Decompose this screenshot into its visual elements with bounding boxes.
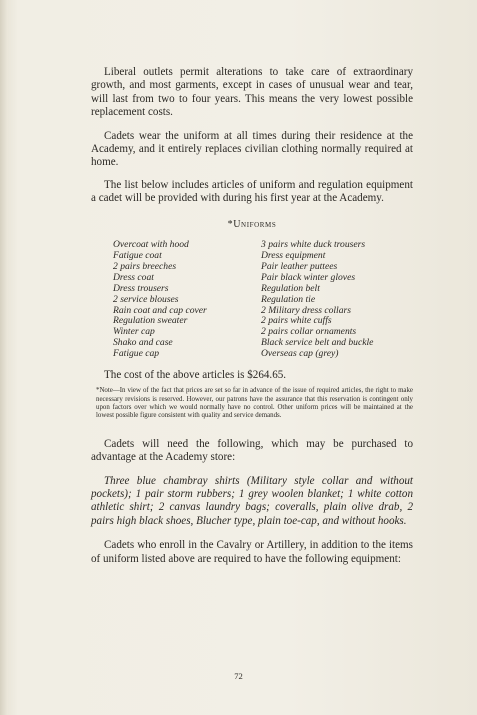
paragraph-alterations: Liberal outlets permit alterations to take care of extraordinary growth, and most garments, except in cases of unusual wear and tear, will last from two to four years. This means the very lowest possible replacement costs.	[91, 66, 413, 119]
uniform-item: 2 pairs breeches	[113, 260, 177, 272]
uniforms-list	[113, 240, 413, 360]
uniforms-left-column	[113, 240, 261, 360]
uniforms-heading: *Uniforms	[227, 218, 277, 230]
uniform-item: Pair black winter gloves	[261, 271, 356, 283]
paragraph-store-intro: Cadets will need the following, which may be purchased to advantage at the Academy store:	[91, 437, 413, 464]
uniform-item: Dress coat	[113, 271, 154, 283]
uniform-item: Shako and case	[113, 337, 173, 349]
uniforms-right-column	[261, 240, 409, 360]
uniform-item: Fatigue coat	[113, 249, 162, 261]
page-content	[91, 66, 413, 566]
paragraph-list-intro: The list below includes articles of uniform and regulation equipment a cadet will be provided with during his first year at the Academy.	[91, 178, 413, 205]
uniform-item: 3 pairs white duck trousers	[261, 239, 366, 251]
uniform-item: 2 Military dress collars	[261, 304, 351, 316]
paragraph-cavalry: Cadets who enroll in the Cavalry or Artillery, in addition to the items of uniform listed above are required to have the following equipment:	[91, 539, 413, 565]
page-spine-shadow	[0, 0, 8, 715]
price-note: *Note—In view of the fact that prices are set so far in advance of the issue of required articles, the right to make necessary revisions is reserved. However, our patrons have the assurance that this reservation is contingent only upon factors over which we would normally have no control. Other uniform prices will be maintained at the lowest possible figure consistent with quality and service demands.	[96, 387, 413, 419]
uniform-item: Regulation sweater	[113, 315, 188, 327]
uniform-item: 2 pairs collar ornaments	[261, 326, 357, 338]
paragraph-store-items: Three blue chambray shirts (Military style collar and without pockets); 1 pair storm rubbers; 1 grey woolen blanket; 1 white cotton athletic shirt; 2 canvas laundry bags; coveralls, plain olive drab, 2 pairs high black shoes, Blucher type, plain toe-cap, and without hooks.	[91, 474, 413, 527]
uniform-item: Pair leather puttees	[261, 260, 338, 272]
uniform-item: Regulation tie	[261, 293, 316, 305]
uniform-item: 2 service blouses	[113, 293, 179, 305]
uniform-item: Dress equipment	[261, 249, 326, 261]
uniform-item: Overseas cap (grey)	[261, 348, 339, 360]
uniform-item: 2 pairs white cuffs	[261, 315, 332, 327]
uniform-item: Regulation belt	[261, 282, 320, 294]
paragraph-uniform-wear: Cadets wear the uniform at all times during their residence at the Academy, and it entirely replaces civilian clothing normally required at home.	[91, 129, 413, 169]
uniform-item: Black service belt and buckle	[261, 337, 374, 349]
uniform-item: Overcoat with hood	[113, 239, 189, 251]
uniform-item: Winter cap	[113, 326, 155, 338]
page-number: 72	[234, 671, 243, 681]
uniform-item: Rain coat and cap cover	[113, 304, 207, 316]
uniform-item: Dress trousers	[113, 282, 169, 294]
cost-line: The cost of the above articles is $264.65.	[104, 369, 287, 382]
uniform-item: Fatigue cap	[113, 348, 160, 360]
